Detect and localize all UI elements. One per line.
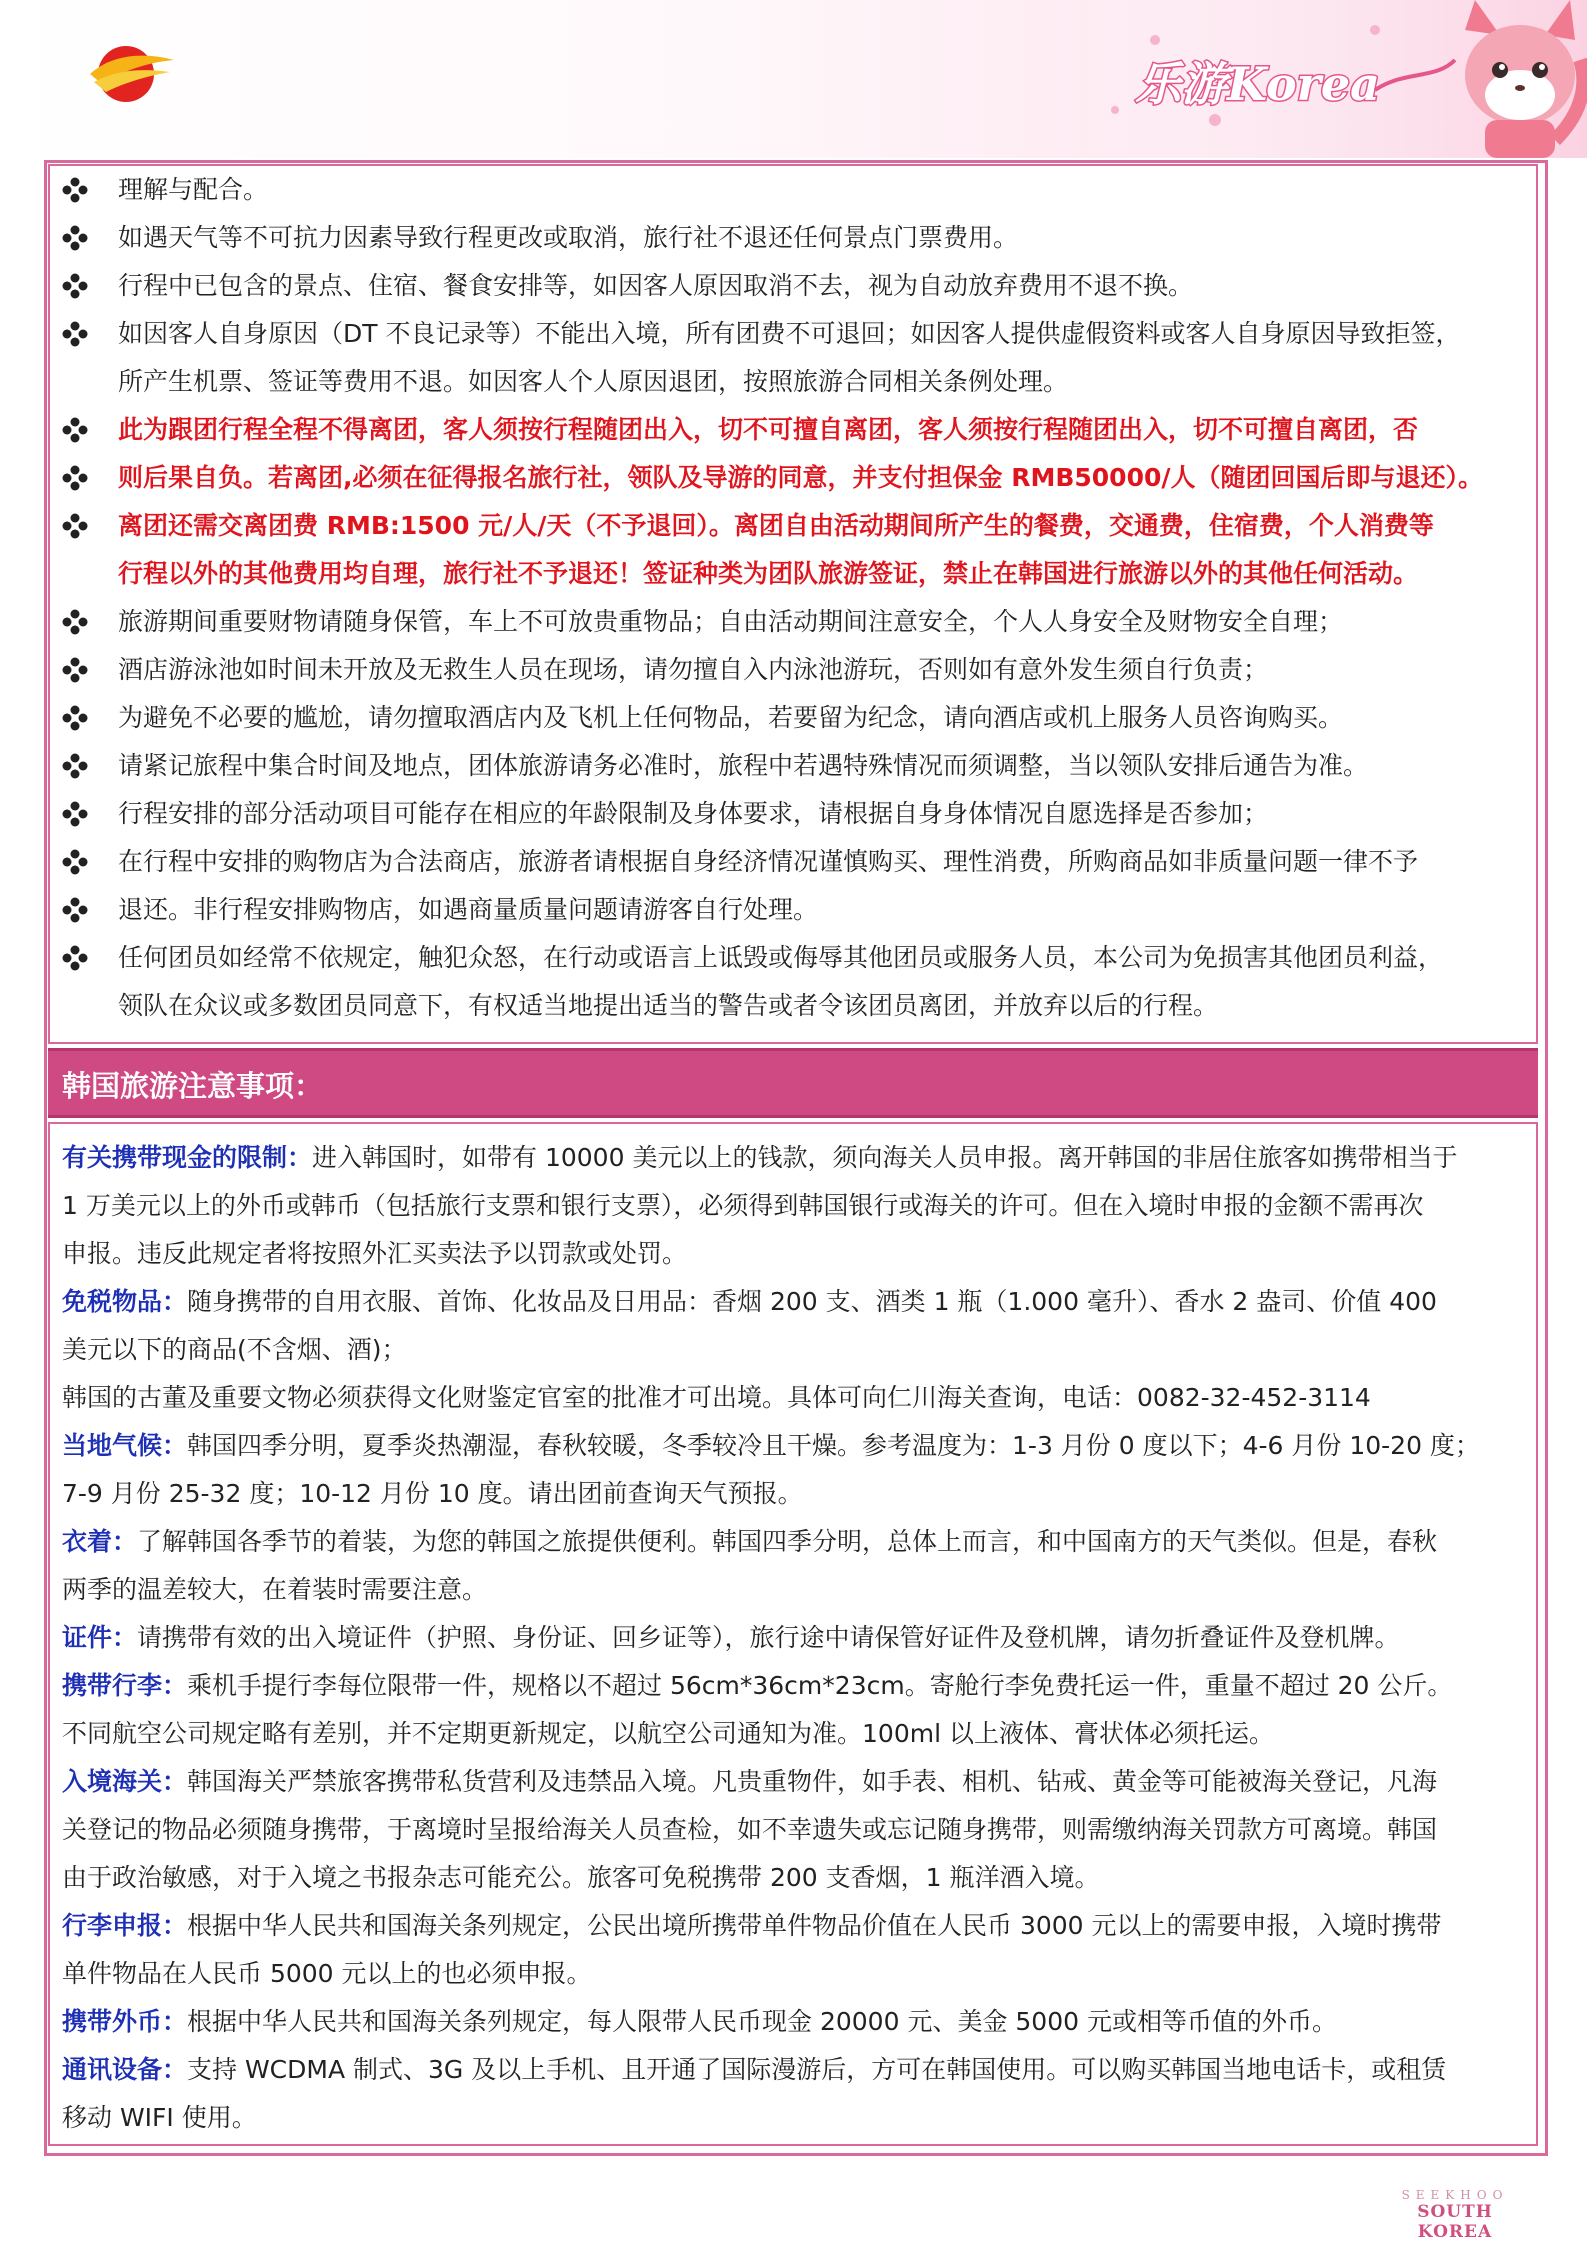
info-label: 衣着： xyxy=(62,1527,138,1556)
note-item: 所产生机票、签证等费用不退。如因客人个人原因退团，按照旅游合同相关条例处理。 xyxy=(118,367,1069,396)
info-line: 关登记的物品必须随身携带，于离境时呈报给海关人员查检，如不幸遗失或忘记随身携带，则需缴纳海关罚款方可离境。韩国 xyxy=(62,1815,1438,1844)
note-item: 行程安排的部分活动项目可能存在相应的年龄限制及身体要求，请根据自身身体情况自愿选择是否参加； xyxy=(118,799,1269,828)
page-header xyxy=(0,0,1587,158)
note-item: 领队在众议或多数团员同意下，有权适当地提出适当的警告或者令该团员离团，并放弃以后的行程。 xyxy=(118,991,1219,1020)
info-line: 证件：请携带有效的出入境证件（护照、身份证、回乡证等），旅行途中请保管好证件及登机牌，请勿折叠证件及登机牌。 xyxy=(62,1623,1400,1652)
info-line: 不同航空公司规定略有差别，并不定期更新规定，以航空公司通知为准。100ml 以上液体、膏状体必须托运。 xyxy=(62,1719,1274,1748)
note-bullet-icon xyxy=(62,657,88,683)
note-item: 退还。非行程安排购物店，如遇商量质量问题请游客自行处理。 xyxy=(118,895,819,924)
info-line: 移动 WIFI 使用。 xyxy=(62,2103,257,2132)
note-item-warning: 行程以外的其他费用均自理，旅行社不予退还！签证种类为团队旅游签证，禁止在韩国进行旅游以外的其他任何活动。 xyxy=(118,559,1419,588)
korea-travel-info xyxy=(48,1122,1538,2146)
note-bullet-icon xyxy=(62,609,88,635)
info-label: 通讯设备： xyxy=(62,2055,188,2084)
note-item: 如因客人自身原因（DT 不良记录等）不能出入境，所有团费不可退回；如因客人提供虚假资料或客人自身原因导致拒签， xyxy=(118,319,1461,348)
info-line: 有关携带现金的限制：进入韩国时，如带有 10000 美元以上的钱款，须向海关人员申报。离开韩国的非居住旅客如携带相当于 xyxy=(62,1143,1458,1172)
note-bullet-icon xyxy=(62,177,88,203)
note-item-warning: 则后果自负。若离团,必须在征得报名旅行社，领队及导游的同意，并支付担保金 RMB50000/人（随团回国后即与退还）。 xyxy=(118,463,1483,492)
info-label: 有关携带现金的限制： xyxy=(62,1143,313,1172)
note-bullet-icon xyxy=(62,321,88,347)
info-label: 免税物品： xyxy=(62,1287,188,1316)
section-header xyxy=(48,1048,1538,1118)
note-item: 理解与配合。 xyxy=(118,175,269,204)
note-bullet-icon xyxy=(62,273,88,299)
note-item: 行程中已包含的景点、住宿、餐食安排等，如因客人原因取消不去，视为自动放弃费用不退不换。 xyxy=(118,271,1194,300)
info-line: 两季的温差较大，在着装时需要注意。 xyxy=(62,1575,488,1604)
info-label: 携带外币： xyxy=(62,2007,188,2036)
info-line: 行李申报：根据中华人民共和国海关条列规定，公民出境所携带单件物品价值在人民币 3000 元以上的需要申报，入境时携带 xyxy=(62,1911,1442,1940)
mascot-banner xyxy=(1075,0,1587,158)
info-line: 申报。违反此规定者将按照外汇买卖法予以罚款或处罚。 xyxy=(62,1239,688,1268)
footer-brand-bottom: SOUTH KOREA xyxy=(1417,2202,1493,2242)
note-bullet-icon xyxy=(62,513,88,539)
info-line: 衣着：了解韩国各季节的着装，为您的韩国之旅提供便利。韩国四季分明，总体上而言，和中国南方的天气类似。但是，春秋 xyxy=(62,1527,1438,1556)
info-line: 入境海关：韩国海关严禁旅客携带私货营利及违禁品入境。凡贵重物件，如手表、相机、钻戒、黄金等可能被海关登记，凡海 xyxy=(62,1767,1438,1796)
note-bullet-icon xyxy=(62,465,88,491)
section-title: 韩国旅游注意事项： xyxy=(62,1069,324,1103)
note-item: 任何团员如经常不依规定，触犯众怒，在行动或语言上诋毁或侮辱其他团员或服务人员，本公司为免损害其他团员利益， xyxy=(118,943,1444,972)
info-line: 由于政治敏感，对于入境之书报杂志可能充公。旅客可免税携带 200 支香烟，1 瓶洋酒入境。 xyxy=(62,1863,1100,1892)
info-line: 免税物品：随身携带的自用衣服、首饰、化妆品及日用品：香烟 200 支、酒类 1 瓶（1.000 毫升）、香水 2 盎司、价值 400 xyxy=(62,1287,1437,1316)
note-bullet-icon xyxy=(62,801,88,827)
note-item: 为避免不必要的尴尬，请勿擅取酒店内及飞机上任何物品，若要留为纪念，请向酒店或机上服务人员咨询购买。 xyxy=(118,703,1344,732)
info-label: 当地气候： xyxy=(62,1431,188,1460)
info-line: 单件物品在人民币 5000 元以上的也必须申报。 xyxy=(62,1959,592,1988)
note-bullet-icon xyxy=(62,945,88,971)
note-item-warning: 离团还需交离团费 RMB:1500 元/人/天（不予退回）。离团自由活动期间所产生的餐费，交通费，住宿费，个人消费等 xyxy=(118,511,1434,540)
note-bullet-icon xyxy=(62,897,88,923)
footer-brand-top: SEEKHOO xyxy=(1401,2188,1509,2202)
note-item: 如遇天气等不可抗力因素导致行程更改或取消，旅行社不退还任何景点门票费用。 xyxy=(118,223,1019,252)
info-line: 当地气候：韩国四季分明，夏季炎热潮湿，春秋较暖，冬季较冷且干燥。参考温度为：1-3 月份 0 度以下；4-6 月份 10-20 度； xyxy=(62,1431,1480,1460)
info-line: 7-9 月份 25-32 度；10-12 月份 10 度。请出团前查询天气预报。 xyxy=(62,1479,803,1508)
note-item-warning: 此为跟团行程全程不得离团，客人须按行程随团出入，切不可擅自离团，客人须按行程随团出入，切不可擅自离团，否 xyxy=(118,415,1419,444)
note-bullet-icon xyxy=(62,849,88,875)
banner-text: 乐游Korea xyxy=(1135,57,1380,111)
note-item: 请紧记旅程中集合时间及地点，团体旅游请务必准时，旅程中若遇特殊情况而须调整，当以领队安排后通告为准。 xyxy=(118,751,1369,780)
note-bullet-icon xyxy=(62,705,88,731)
info-line: 携带行李：乘机手提行李每位限带一件，规格以不超过 56cm*36cm*23cm。寄舱行李免费托运一件，重量不超过 20 公斤。 xyxy=(62,1671,1453,1700)
footer-brand xyxy=(1385,2188,1525,2242)
note-item: 在行程中安排的购物店为合法商店，旅游者请根据自身经济情况谨慎购买、理性消费，所购商品如非质量问题一律不予 xyxy=(118,847,1419,876)
note-bullet-icon xyxy=(62,225,88,251)
info-label: 行李申报： xyxy=(62,1911,188,1940)
info-label: 入境海关： xyxy=(62,1767,188,1796)
info-line: 携带外币：根据中华人民共和国海关条列规定，每人限带人民币现金 20000 元、美金 5000 元或相等币值的外币。 xyxy=(62,2007,1337,2036)
info-line: 1 万美元以上的外币或韩币（包括旅行支票和银行支票），必须得到韩国银行或海关的许可。但在入境时申报的金额不需再次 xyxy=(62,1191,1424,1220)
note-bullet-icon xyxy=(62,417,88,443)
info-label: 携带行李： xyxy=(62,1671,188,1700)
note-item: 酒店游泳池如时间未开放及无救生人员在现场，请勿擅自入内泳池游玩，否则如有意外发生须自行负责； xyxy=(118,655,1269,684)
company-logo-icon xyxy=(82,34,178,106)
note-item: 旅游期间重要财物请随身保管，车上不可放贵重物品；自由活动期间注意安全，个人人身安全及财物安全自理； xyxy=(118,607,1344,636)
note-bullet-icon xyxy=(62,753,88,779)
notes-box xyxy=(48,164,1538,1044)
info-line: 美元以下的商品(不含烟、酒)； xyxy=(62,1335,407,1364)
info-line: 韩国的古董及重要文物必须获得文化财鉴定官室的批准才可出境。具体可向仁川海关查询，电话：0082-32-452-3114 xyxy=(62,1383,1371,1412)
info-label: 证件： xyxy=(62,1623,138,1652)
info-line: 通讯设备：支持 WCDMA 制式、3G 及以上手机、且开通了国际漫游后，方可在韩国使用。可以购买韩国当地电话卡，或租赁 xyxy=(62,2055,1447,2084)
